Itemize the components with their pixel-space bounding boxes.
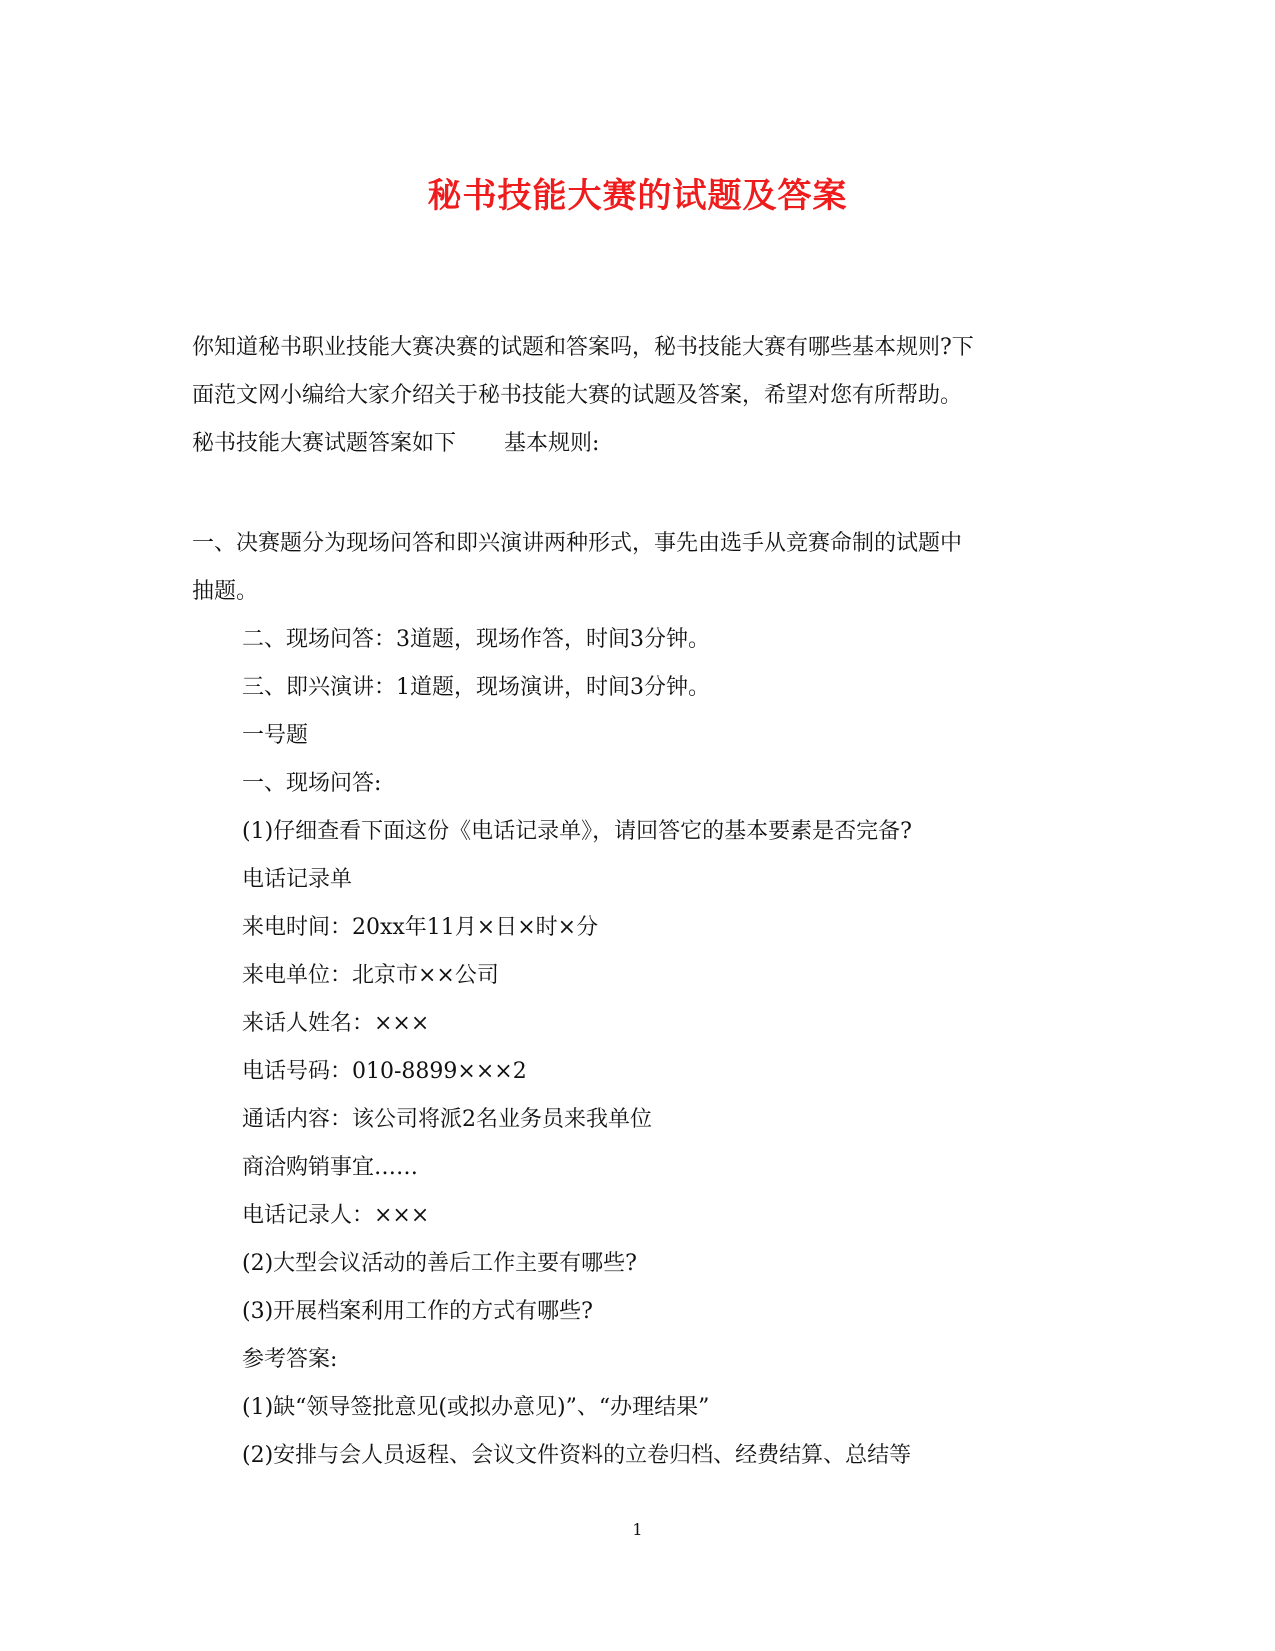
paragraph-line: 通话内容：该公司将派2名业务员来我单位 <box>242 1107 652 1132</box>
paragraph-line: 三、即兴演讲：1道题，现场演讲，时间3分钟。 <box>242 675 710 700</box>
paragraph-line: 电话记录人：××× <box>242 1203 430 1228</box>
paragraph-line: 电话号码：010-8899×××2 <box>242 1059 527 1084</box>
paragraph-line: 一、决赛题分为现场问答和即兴演讲两种形式，事先由选手从竞赛命制的试题中 <box>192 531 963 556</box>
paragraph-line: 一号题 <box>242 723 309 748</box>
document-title: 秘书技能大赛的试题及答案 <box>427 176 848 216</box>
intro-line <box>192 420 1092 468</box>
intro-line: 你知道秘书职业技能大赛决赛的试题和答案吗，秘书技能大赛有哪些基本规则?下 <box>192 335 974 360</box>
paragraph-line: 来电时间：20xx年11月×日×时×分 <box>242 915 599 940</box>
paragraph-line: 来电单位：北京市××公司 <box>242 963 499 988</box>
paragraph-line: 电话记录单 <box>242 867 353 892</box>
paragraph-line: 参考答案: <box>242 1347 338 1372</box>
paragraph-line: (1)缺“领导签批意见(或拟办意见)”、“办理结果” <box>242 1395 710 1420</box>
paragraph-line: (1)仔细查看下面这份《电话记录单》，请回答它的基本要素是否完备? <box>242 819 912 844</box>
body-section <box>192 520 1092 1480</box>
paragraph-line: 一、现场问答: <box>242 771 382 796</box>
intro-line: 面范文网小编给大家介绍关于秘书技能大赛的试题及答案，希望对您有所帮助。 <box>192 383 963 408</box>
paragraph-line: 商洽购销事宜…… <box>242 1155 419 1180</box>
paragraph-line: (3)开展档案利用工作的方式有哪些? <box>242 1299 593 1324</box>
paragraph-line: 来话人姓名：××× <box>242 1011 430 1036</box>
intro-text: 秘书技能大赛试题答案如下 <box>192 431 457 456</box>
paragraph-line: 二、现场问答：3道题，现场作答，时间3分钟。 <box>242 627 710 652</box>
paragraph-line: 抽题。 <box>192 579 259 604</box>
page-number: 1 <box>632 1520 643 1539</box>
paragraph-line: (2)安排与会人员返程、会议文件资料的立卷归档、经费结算、总结等 <box>242 1443 912 1468</box>
intro-section <box>192 324 1092 468</box>
intro-text: 基本规则: <box>504 431 600 456</box>
paragraph-line: (2)大型会议活动的善后工作主要有哪些? <box>242 1251 637 1276</box>
